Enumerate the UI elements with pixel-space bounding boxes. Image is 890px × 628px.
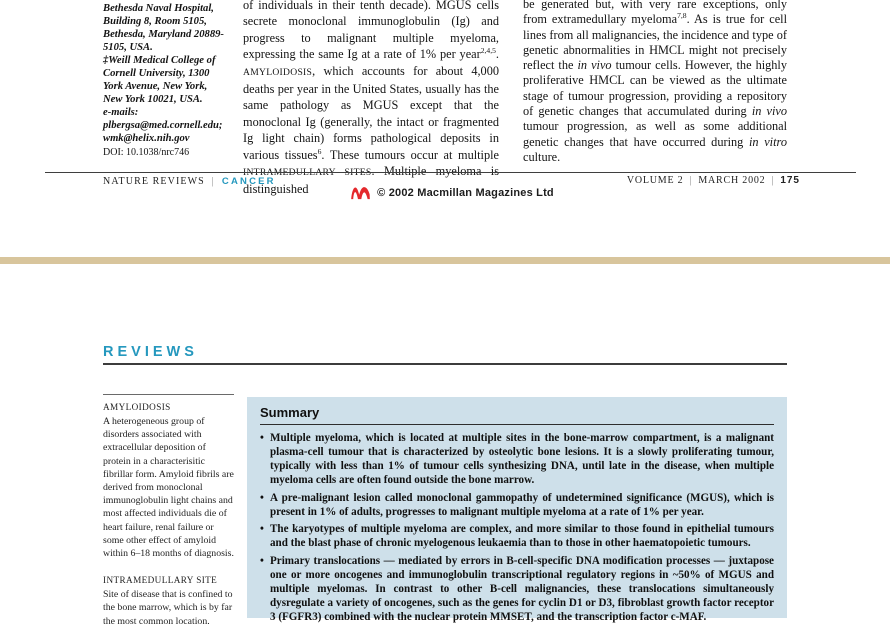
affiliation-line: Cornell University, 1300 (103, 68, 210, 79)
summary-title: Summary (260, 405, 774, 425)
bullet-marker: • (260, 432, 264, 444)
glossary-entry (103, 575, 234, 628)
affiliation-line: Building 8, Room 5105, (103, 16, 207, 27)
summary-bullet-text: A pre-malignant lesion called monoclonal gammopathy of undetermined significance (MGUS), which is present in 1% of adults, progresses to malignant multiple myeloma at a rate of 1% per year. (270, 491, 774, 518)
affiliation-line: 5105, USA. (103, 42, 153, 53)
glossary-entry (103, 402, 234, 560)
affiliation-notes (103, 2, 241, 159)
affiliation-line: York Avenue, New York, (103, 81, 208, 92)
body-column-right: be generated but, with very rare exceptions, only from extramedullary myeloma$^{7,8}$. As is true for cell lines from all malignancies, the incidence and type of genetic abnormalities in HMCL might not precisely reflect the in vivo tumour cells. However, the highly proliferative HMCL can be viewed as the ultimate stage of tumour progression, providing a repository of genetic changes that accumulated during in vivo tumour progression, as well as some additional genetic changes that have occurred during in vitro culture. (523, 0, 787, 164)
affiliation-line: Bethesda Naval Hospital, (103, 3, 214, 14)
email-address: plbergsa@med.cornell.edu; (103, 120, 223, 131)
bullet-marker: • (260, 555, 264, 568)
bullet-marker: • (260, 523, 264, 536)
affiliation-line: New York 10021, USA. (103, 94, 203, 105)
section-header-rule (103, 363, 787, 365)
summary-box (247, 397, 787, 623)
summary-bullet (260, 492, 774, 520)
copyright-row (0, 186, 890, 200)
email-address: wmk@helix.nih.gov (103, 133, 190, 144)
copyright-text: © 2002 Macmillan Magazines Ltd (377, 187, 554, 199)
summary-bullet (260, 555, 774, 625)
body-column-middle: of individuals in their tenth decade). MGUS cells secrete monoclonal immunoglobulin (Ig) and progress to malignant multiple myeloma, expressing the same Ig at a rate of 1% per year$^{2,4,5}$. AMYLOIDOSIS, which accounts for about 4,000 deaths per year in the United States, usually has the same pathology as MGUS except that the monoclonal Ig (generally, the intact or fragmented Ig light chain) forms pathological deposits in various tissues$^6$. These tumours occur at multiple INTRAMEDULLARY SITES. Multiple myeloma is distinguished (243, 0, 499, 197)
glossary-sidebar (103, 394, 234, 628)
summary-bullet (260, 523, 774, 551)
summary-bullet-text: The karyotypes of multiple myeloma are complex, and more similar to those found in epithelial tumours and the blast phase of chronic myelogenous leukaemia than to those in other haematopoietic tumours. (270, 523, 774, 550)
issue-date: MARCH 2002 (698, 175, 766, 186)
footer-rule (45, 172, 856, 173)
macmillan-logo-icon (350, 186, 371, 200)
affiliation-line: e-mails: (103, 107, 139, 118)
glossary-definition: A heterogeneous group of disorders associated with extracellular deposition of protein in a characterisitic fibrillar form. Amyloid fibrils are derived from monoclonal immunoglobulin light chains and most affected individuals die of heart failure, renal failure or some other effect of amyloid within 6–18 months of diagnosis. (103, 416, 234, 560)
glossary-definition: Site of disease that is confined to the bone marrow, which is by far the most common location. (103, 589, 233, 627)
bullet-marker: • (260, 491, 264, 504)
affiliation-line: ‡Weill Medical College of (103, 55, 216, 66)
page-edge-band (0, 257, 890, 264)
page-number: 175 (780, 175, 800, 186)
journal-name: NATURE REVIEWS (103, 176, 205, 187)
footer-separator: | (689, 175, 693, 186)
summary-bullet-list (260, 432, 774, 625)
summary-bullet (260, 432, 774, 488)
journal-title: CANCER (221, 176, 276, 187)
summary-bullet-text: Multiple myeloma, which is located at multiple sites in the bone-marrow compartment, is a malignant plasma-cell tumour that is characterized by osteolytic bone lesions. It is a slowly proliferating tumour, typically with less than 1% of tumour cells synthesizing DNA, until late in the disease, when multiple myeloma cells are often found outside the bone marrow. (270, 432, 774, 486)
footer-separator: | (211, 176, 215, 187)
volume-label: VOLUME 2 (626, 175, 684, 186)
section-header-reviews: REVIEWS (103, 344, 198, 360)
affiliation-line: Bethesda, Maryland 20889- (103, 29, 224, 40)
doi-line: DOI: 10.1038/nrc746 (103, 147, 190, 158)
glossary-term: AMYLOIDOSIS (103, 402, 171, 412)
glossary-term: INTRAMEDULLARY SITE (103, 575, 218, 586)
summary-bullet-text: Primary translocations — mediated by errors in B-cell-specific DNA modification processes — juxtapose one or more oncogenes and immunoglobulin transcriptional regulatory regions in ~50% of MGUS and multiple myelomas. In contrast to other B-cell malignancies, these translocations simultaneously dysregulate a variety of oncogenes, such as the genes for cyclin D1 or D3, fibroblast growth factor receptor 3 (FGFR3) combined with the nuclear protein MMSET, and the transcription factor c-MAF. (270, 555, 774, 623)
footer-separator: | (771, 175, 775, 186)
footer-volume-info (627, 175, 800, 186)
